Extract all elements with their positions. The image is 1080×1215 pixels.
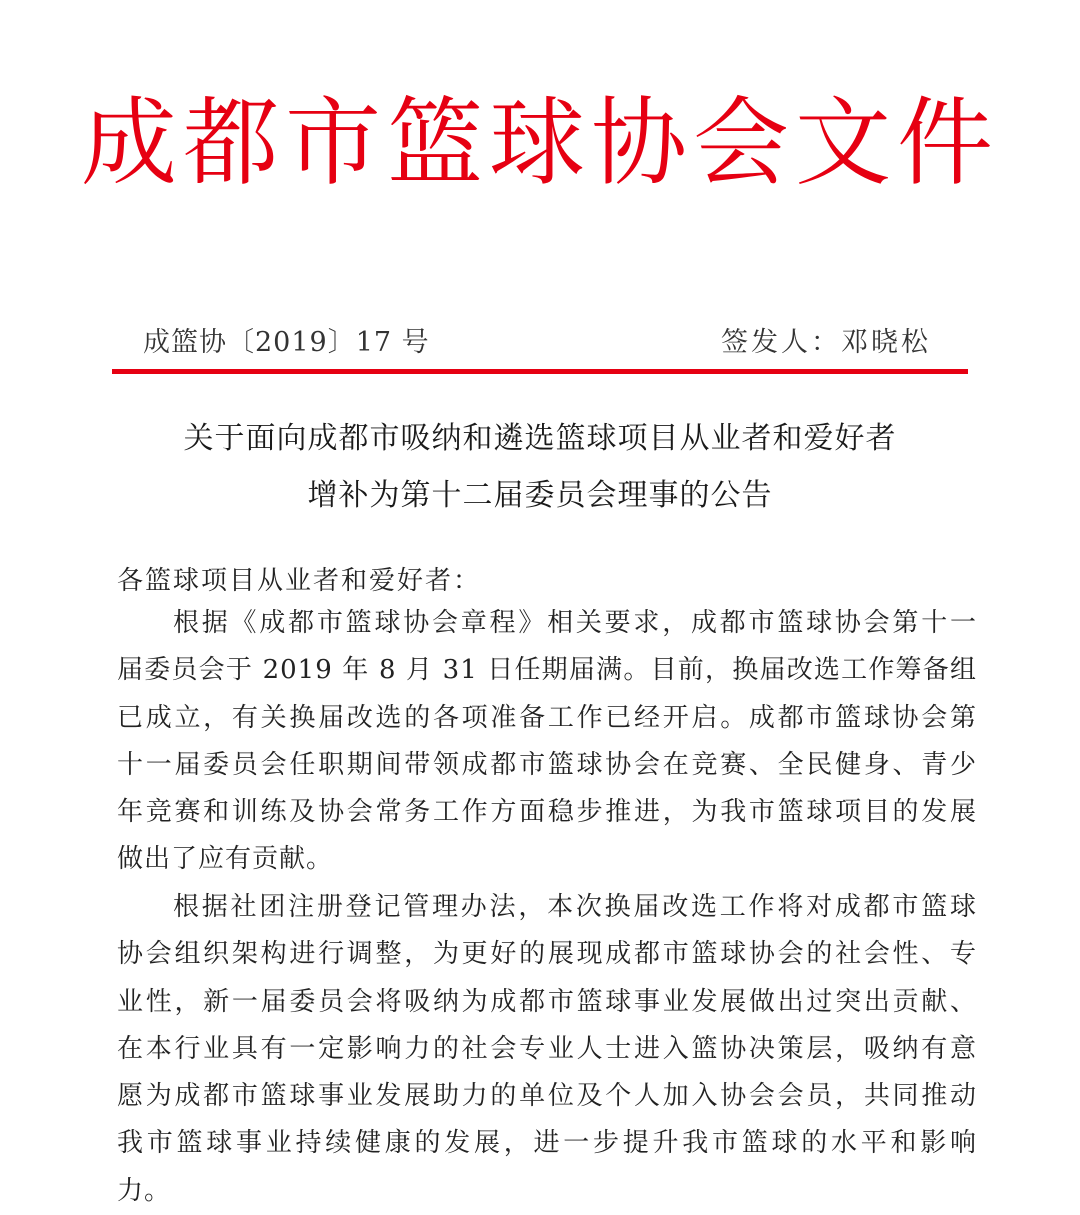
paragraph-line: 愿为成都市篮球事业发展助力的单位及个人加入协会会员，共同推动 <box>117 1081 977 1112</box>
paragraph-line: 协会组织架构进行调整，为更好的展现成都市篮球协会的社会性、专 <box>117 939 977 970</box>
paragraph-line: 做出了应有贡献。 <box>117 844 334 875</box>
paragraph-line: 业性，新一届委员会将吸纳为成都市篮球事业发展做出过突出贡献、 <box>117 986 977 1017</box>
salutation: 各篮球项目从业者和爱好者： <box>117 566 482 596</box>
body-paragraph-1 <box>117 600 977 884</box>
paragraph-line: 年竞赛和训练及协会常务工作方面稳步推进，为我市篮球项目的发展 <box>117 797 977 828</box>
announcement-title-line-1: 关于面向成都市吸纳和遴选篮球项目从业者和爱好者 <box>183 421 897 456</box>
paragraph-line: 在本行业具有一定影响力的社会专业人士进入篮协决策层，吸纳有意 <box>117 1033 977 1064</box>
paragraph-line: 根据社团注册登记管理办法，本次换届改选工作将对成都市篮球 <box>173 892 977 922</box>
announcement-title <box>0 410 1080 524</box>
document-meta-row <box>143 320 931 360</box>
paragraph-line: 力。 <box>117 1175 172 1206</box>
document-signer: 签发人：邓晓松 <box>721 327 931 358</box>
paragraph-line: 我市篮球事业持续健康的发展，进一步提升我市篮球的水平和影响 <box>117 1128 977 1159</box>
red-divider-line <box>112 369 968 374</box>
document-header-title: 成都市篮球协会文件 <box>81 87 999 199</box>
paragraph-line: 根据《成都市篮球协会章程》相关要求，成都市篮球协会第十一 <box>173 608 977 638</box>
paragraph-line: 届委员会于 2019 年 8 月 31 日任期届满。目前，换届改选工作筹备组 <box>117 655 977 686</box>
paragraph-line: 十一届委员会任职期间带领成都市篮球协会在竞赛、全民健身、青少 <box>117 749 977 780</box>
announcement-title-line-2: 增补为第十二届委员会理事的公告 <box>307 478 773 513</box>
body-paragraph-2 <box>117 884 977 1215</box>
document-number: 成篮协〔2019〕17 号 <box>143 327 430 358</box>
paragraph-line: 已成立，有关换届改选的各项准备工作已经开启。成都市篮球协会第 <box>117 702 977 733</box>
